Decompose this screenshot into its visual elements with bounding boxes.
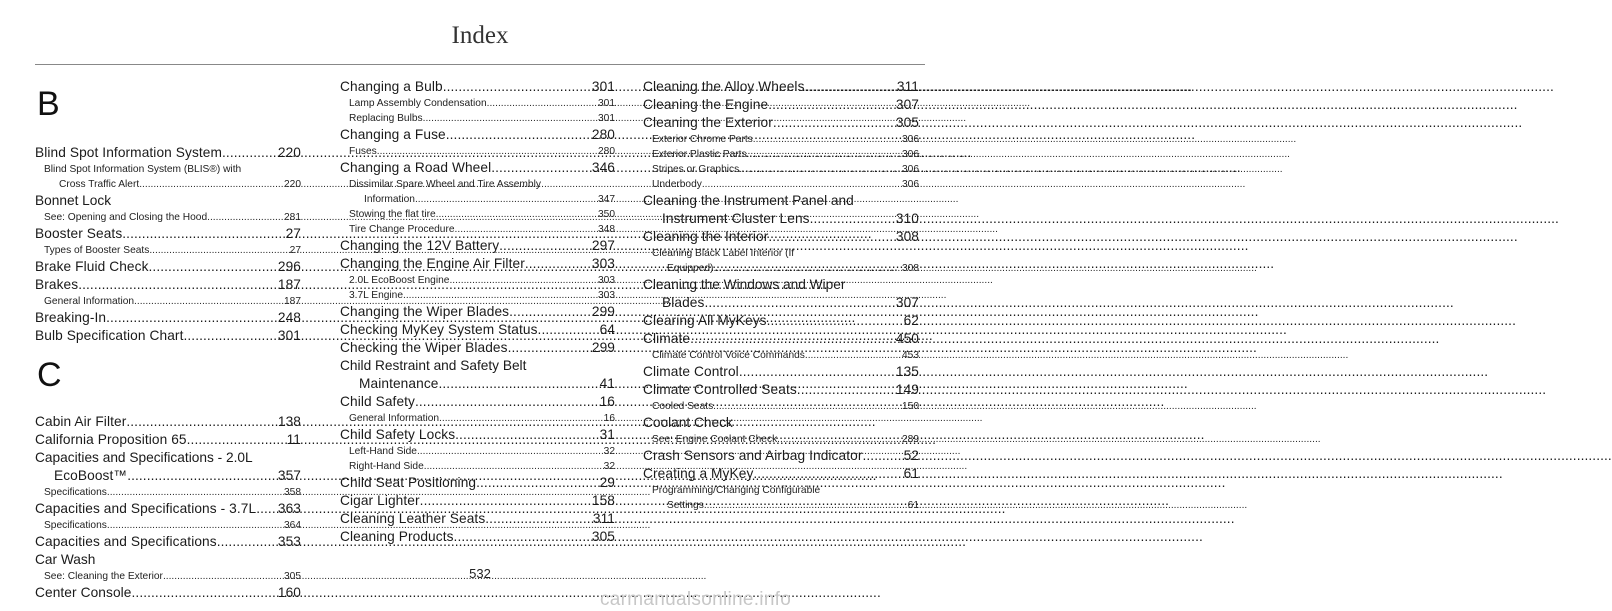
entry-label: Cleaning the Exterior [643, 115, 773, 130]
entry-page-number: 303 [598, 275, 615, 286]
index-entry [643, 276, 919, 294]
entry-page-number: 347 [598, 194, 615, 205]
index-entry [340, 126, 615, 144]
index-subentry [643, 498, 919, 513]
entry-label: Cleaning the Windows and Wiper [643, 277, 846, 292]
leader-dots [417, 444, 604, 459]
entry-page-number: 61 [903, 466, 919, 481]
entry-label: Blind Spot Information System (BLIS®) with [44, 164, 242, 175]
leader-dots [207, 210, 284, 225]
index-entry [35, 276, 301, 294]
index-entry [340, 78, 615, 96]
entry-page-number: 135 [895, 364, 919, 379]
entry-label: Exterior Plastic Parts [652, 149, 747, 160]
index-subentry [643, 132, 919, 147]
entry-page-number: 307 [895, 97, 919, 112]
index-entry [643, 294, 919, 312]
index-subentry [35, 162, 301, 177]
entry-label: Cleaning the Alloy Wheels [643, 79, 805, 94]
leader-dots [455, 426, 599, 444]
entry-label: Underbody [652, 179, 702, 190]
entry-label: See: Engine Coolant Check [652, 434, 778, 445]
entry-label: Stripes or Graphics [652, 164, 740, 175]
leader-dots [690, 330, 896, 348]
entry-label: Specifications [44, 487, 107, 498]
leader-dots [747, 147, 902, 162]
index-entry [340, 321, 615, 339]
entry-page-number: 301 [598, 98, 615, 109]
entry-page-number: 450 [895, 331, 919, 346]
title-divider [35, 64, 925, 65]
index-subentry [35, 294, 301, 309]
entry-page-number: 64 [599, 322, 615, 337]
leader-dots [149, 258, 278, 276]
leader-dots [222, 144, 278, 162]
entry-page-number: 62 [903, 313, 919, 328]
index-entry [35, 533, 301, 551]
leader-dots [454, 528, 592, 546]
entry-label: Stowing the flat tire [349, 209, 436, 220]
entry-page-number: 299 [591, 304, 615, 319]
entry-label: Blind Spot Information System [35, 145, 223, 160]
index-subentry [340, 459, 615, 474]
leader-dots [424, 459, 604, 474]
entry-page-number: 158 [591, 493, 615, 508]
leader-dots [78, 276, 278, 294]
index-entry [340, 393, 615, 411]
leader-dots [810, 210, 896, 228]
section-letter: B [37, 85, 60, 123]
index-entry [643, 414, 919, 432]
entry-page-number: 358 [284, 487, 301, 498]
leader-dots [126, 413, 278, 431]
index-entry [643, 465, 919, 483]
entry-page-number: 280 [591, 127, 615, 142]
entry-label: See: Opening and Closing the Hood [44, 212, 208, 223]
entry-label: Types of Booster Seats [44, 245, 150, 256]
leader-dots [127, 467, 278, 485]
entry-label: Cleaning Black Label Interior (If [652, 248, 795, 259]
entry-label: EcoBoost™ [54, 468, 128, 483]
leader-dots [420, 492, 592, 510]
leader-dots [739, 363, 896, 381]
leader-dots [438, 375, 599, 393]
leader-dots [704, 498, 908, 513]
leader-dots [446, 126, 592, 144]
index-entry [35, 584, 301, 602]
index-entry [643, 228, 919, 246]
leader-dots [805, 348, 902, 363]
entry-label: Cleaning Leather Seats [340, 511, 486, 526]
leader-dots [805, 78, 897, 96]
index-entry [340, 528, 615, 546]
index-subentry [340, 192, 615, 207]
index-entry [643, 312, 919, 330]
leader-dots [149, 243, 289, 258]
entry-label: Bulb Specification Chart [35, 328, 184, 343]
leader-dots [106, 309, 278, 327]
entry-label: Brake Fluid Check [35, 259, 149, 274]
entry-label: Child Restraint and Safety Belt [340, 358, 527, 373]
index-entry [340, 357, 615, 375]
entry-label: Cleaning the Engine [643, 97, 769, 112]
entry-page-number: 306 [902, 149, 919, 160]
leader-dots [107, 518, 284, 533]
index-entry [643, 78, 919, 96]
index-subentry [35, 243, 301, 258]
index-entry [340, 255, 615, 273]
entry-label: Crash Sensors and Airbag Indicator [643, 448, 863, 463]
index-subentry [35, 485, 301, 500]
entry-page-number: 32 [603, 446, 615, 457]
index-subentry [643, 246, 919, 261]
entry-label: Changing a Fuse [340, 127, 446, 142]
leader-dots [423, 111, 598, 126]
entry-page-number: 346 [591, 160, 615, 175]
entry-page-number: 220 [284, 179, 301, 190]
index-subentry [340, 207, 615, 222]
entry-label: Checking the Wiper Blades [340, 340, 508, 355]
index-subentry [643, 348, 919, 363]
leader-dots [403, 288, 598, 303]
leader-dots [183, 327, 277, 345]
entry-label: Lamp Assembly Condensation [349, 98, 487, 109]
leader-dots [499, 237, 592, 255]
index-entry [340, 510, 615, 528]
index-subentry [643, 147, 919, 162]
index-entry [35, 192, 301, 210]
entry-page-number: 364 [284, 520, 301, 531]
leader-dots [187, 431, 287, 449]
entry-label: Cigar Lighter [340, 493, 420, 508]
entry-label: Brakes [35, 277, 79, 292]
index-entry [643, 330, 919, 348]
entry-page-number: 301 [591, 79, 615, 94]
index-subentry [340, 273, 615, 288]
entry-label: Programming/Changing Configurable [652, 485, 821, 496]
index-subentry [340, 111, 615, 126]
entry-page-number: 149 [895, 382, 919, 397]
entry-page-number: 303 [598, 290, 615, 301]
leader-dots [739, 162, 902, 177]
index-subentry [340, 288, 615, 303]
entry-label: Changing the 12V Battery [340, 238, 500, 253]
entry-page-number: 52 [903, 448, 919, 463]
index-entry [35, 500, 301, 518]
index-subentry [35, 210, 301, 225]
entry-label: Climate Control [643, 364, 739, 379]
leader-dots [704, 294, 895, 312]
index-entry [35, 144, 301, 162]
leader-dots [256, 500, 278, 518]
entry-page-number: 306 [902, 179, 919, 190]
index-column-3 [643, 78, 919, 513]
entry-page-number: 27 [285, 226, 301, 241]
entry-label: Climate Controlled Seats [643, 382, 797, 397]
index-entry [35, 431, 301, 449]
leader-dots [538, 321, 600, 339]
entry-label: Instrument Cluster Lens [662, 211, 810, 226]
index-entry [643, 210, 919, 228]
entry-page-number: 29 [599, 475, 615, 490]
entry-label: General Information [349, 413, 440, 424]
entry-label: Settings [667, 500, 704, 511]
entry-page-number: 31 [599, 427, 615, 442]
entry-label: Changing the Engine Air Filter [340, 256, 525, 271]
index-entry [35, 309, 301, 327]
leader-dots [443, 78, 592, 96]
index-subentry [643, 177, 919, 192]
entry-page-number: 281 [284, 212, 301, 223]
index-subentry [35, 177, 301, 192]
entry-page-number: 289 [902, 434, 919, 445]
leader-dots [753, 132, 902, 147]
entry-page-number: 353 [277, 534, 301, 549]
entry-page-number: 311 [896, 79, 919, 94]
leader-dots [377, 144, 598, 159]
entry-label: Cleaning the Interior [643, 229, 769, 244]
leader-dots [525, 255, 592, 273]
entry-label: See: Cleaning the Exterior [44, 571, 163, 582]
leader-dots [134, 294, 284, 309]
entry-label: Car Wash [35, 552, 96, 567]
entry-label: 3.7L Engine [349, 290, 404, 301]
leader-dots [702, 177, 902, 192]
entry-page-number: 305 [284, 571, 301, 582]
section-letter: C [37, 356, 62, 394]
entry-label: Child Seat Positioning [340, 475, 477, 490]
entry-label: Right-Hand Side [349, 461, 424, 472]
entry-label: Maintenance [359, 376, 439, 391]
index-entry [643, 114, 919, 132]
index-entry [35, 413, 301, 431]
entry-page-number: 306 [902, 134, 919, 145]
entry-label: California Proposition 65 [35, 432, 187, 447]
entry-page-number: 303 [591, 256, 615, 271]
leader-dots [415, 393, 600, 411]
index-subentry [35, 518, 301, 533]
index-entry [340, 375, 615, 393]
entry-page-number: 299 [591, 340, 615, 355]
entry-page-number: 187 [284, 296, 301, 307]
leader-dots [455, 222, 598, 237]
leader-dots [491, 159, 592, 177]
entry-page-number: 220 [277, 145, 301, 160]
entry-label: Capacities and Specifications - 3.7L [35, 501, 257, 516]
entry-label: Breaking-In [35, 310, 107, 325]
entry-page-number: 308 [902, 263, 919, 274]
leader-dots [767, 312, 904, 330]
index-column-2 [340, 78, 615, 546]
entry-page-number: 305 [895, 115, 919, 130]
entry-label: Booster Seats [35, 226, 123, 241]
entry-label: Replacing Bulbs [349, 113, 423, 124]
entry-page-number: 453 [902, 350, 919, 361]
entry-page-number: 307 [895, 295, 919, 310]
entry-page-number: 150 [902, 401, 919, 412]
leader-dots [436, 207, 598, 222]
entry-page-number: 187 [277, 277, 301, 292]
entry-page-number: 348 [598, 224, 615, 235]
entry-label: Dissimilar Spare Wheel and Tire Assembly [349, 179, 541, 190]
leader-dots [509, 303, 592, 321]
index-subentry [643, 432, 919, 447]
entry-page-number: 11 [286, 432, 301, 447]
entry-label: Information [364, 194, 415, 205]
index-subentry [643, 162, 919, 177]
entry-label: Clearing All MyKeys [643, 313, 767, 328]
leader-dots [217, 533, 278, 551]
index-entry [643, 447, 919, 465]
leader-dots [768, 96, 896, 114]
entry-label: Cleaning Products [340, 529, 454, 544]
watermark: carmanualsonline.info [600, 589, 792, 610]
index-entry [340, 303, 615, 321]
leader-dots [508, 339, 592, 357]
entry-label: Creating a MyKey [643, 466, 754, 481]
leader-dots [485, 510, 593, 528]
entry-label: Equipped) [667, 263, 714, 274]
index-entry [643, 363, 919, 381]
leader-dots [713, 399, 902, 414]
entry-page-number: 32 [603, 461, 615, 472]
entry-page-number: 301 [598, 113, 615, 124]
leader-dots [753, 465, 903, 483]
entry-page-number: 296 [277, 259, 301, 274]
entry-label: Fuses [349, 146, 377, 157]
entry-label: 2.0L EcoBoost Engine [349, 275, 450, 286]
leader-dots [487, 96, 598, 111]
index-entry [643, 96, 919, 114]
entry-label: Cleaning the Instrument Panel and [643, 193, 854, 208]
entry-label: Capacities and Specifications - 2.0L [35, 450, 253, 465]
leader-dots [439, 411, 604, 426]
index-subentry [340, 411, 615, 426]
index-subentry [340, 177, 615, 192]
entry-page-number: 357 [277, 468, 301, 483]
index-subentry [643, 261, 919, 276]
entry-page-number: 280 [598, 146, 615, 157]
index-entry [340, 426, 615, 444]
index-entry [35, 449, 301, 467]
leader-dots [132, 584, 278, 602]
entry-page-number: 350 [598, 209, 615, 220]
entry-page-number: 16 [599, 394, 615, 409]
entry-label: Specifications [44, 520, 107, 531]
index-subentry [643, 483, 919, 498]
entry-label: Climate [643, 331, 691, 346]
index-entry [35, 225, 301, 243]
entry-label: Changing a Road Wheel [340, 160, 492, 175]
entry-label: Cooled Seats [652, 401, 714, 412]
leader-dots [107, 485, 284, 500]
entry-label: Center Console [35, 585, 132, 600]
entry-page-number: 310 [895, 211, 919, 226]
leader-dots [777, 432, 902, 447]
index-subentry [340, 96, 615, 111]
index-entry [643, 192, 919, 210]
page-title: Index [451, 22, 509, 49]
leader-dots [713, 261, 902, 276]
entry-page-number: 308 [895, 229, 919, 244]
entry-label: Capacities and Specifications [35, 534, 217, 549]
entry-page-number: 297 [591, 238, 615, 253]
entry-page-number: 305 [591, 529, 615, 544]
entry-label: Checking MyKey System Status [340, 322, 538, 337]
entry-page-number: 311 [592, 511, 615, 526]
index-entry [35, 327, 301, 345]
leader-dots [797, 381, 896, 399]
entry-label: Child Safety [340, 394, 415, 409]
entry-label: Cabin Air Filter [35, 414, 127, 429]
entry-label: General Information [44, 296, 135, 307]
entry-page-number: 16 [603, 413, 615, 424]
entry-page-number: 363 [277, 501, 301, 516]
entry-label: Blades [662, 295, 705, 310]
entry-page-number: 27 [289, 245, 301, 256]
index-subentry [340, 144, 615, 159]
index-entry [35, 258, 301, 276]
entry-label: Cross Traffic Alert [59, 179, 140, 190]
index-entry [35, 467, 301, 485]
leader-dots [415, 192, 598, 207]
index-entry [340, 474, 615, 492]
entry-label: Left-Hand Side [349, 446, 417, 457]
leader-dots [773, 114, 896, 132]
entry-label: Coolant Check [643, 415, 733, 430]
leader-dots [862, 447, 903, 465]
index-column-1 [35, 78, 301, 602]
index-entry [340, 339, 615, 357]
index-subentry [643, 399, 919, 414]
index-entry [340, 159, 615, 177]
entry-label: Child Safety Locks [340, 427, 456, 442]
entry-page-number: 248 [277, 310, 301, 325]
leader-dots [476, 474, 599, 492]
entry-page-number: 61 [907, 500, 919, 511]
leader-dots [139, 177, 284, 192]
entry-page-number: 160 [277, 585, 301, 600]
leader-dots [122, 225, 285, 243]
entry-label: Changing the Wiper Blades [340, 304, 510, 319]
entry-page-number: 301 [277, 328, 301, 343]
leader-dots [449, 273, 598, 288]
index-subentry [340, 222, 615, 237]
entry-label: Changing a Bulb [340, 79, 443, 94]
entry-page-number: 138 [277, 414, 301, 429]
entry-label: Tire Change Procedure [349, 224, 455, 235]
index-entry [643, 381, 919, 399]
entry-label: Climate Control Voice Commands [652, 350, 805, 361]
page-number: 532 [469, 566, 491, 581]
index-entry [340, 492, 615, 510]
index-entry [340, 237, 615, 255]
entry-page-number: 306 [902, 164, 919, 175]
leader-dots [768, 228, 895, 246]
index-subentry [340, 444, 615, 459]
entry-label: Exterior Chrome Parts [652, 134, 753, 145]
entry-page-number: 41 [599, 376, 615, 391]
entry-label: Bonnet Lock [35, 193, 112, 208]
